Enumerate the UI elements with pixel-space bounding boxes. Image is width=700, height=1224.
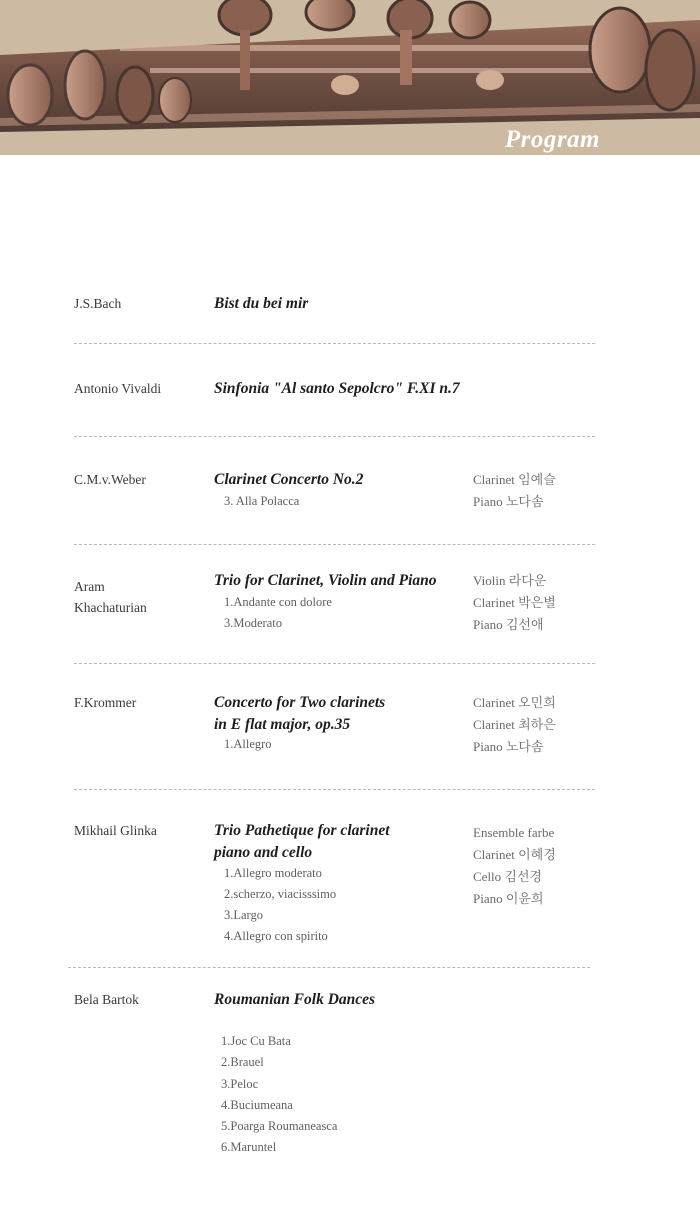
divider [74, 436, 595, 437]
composer-name: J.S.Bach [74, 296, 122, 311]
movement-list [221, 1031, 337, 1159]
work-title: Sinfonia "Al santo Sepolcro" F.XI n.7 [214, 380, 460, 397]
work-title: Clarinet Concerto No.2 [214, 471, 364, 488]
movement-item: 3.Largo [224, 908, 263, 922]
work-title: Trio for Clarinet, Violin and Piano [214, 572, 437, 589]
composer-name [74, 576, 204, 618]
work-title-line: piano and cello [214, 844, 313, 861]
performer-item: Piano 노다솜 [473, 494, 544, 509]
movement-item: 6.Maruntel [221, 1140, 277, 1155]
work-title [214, 692, 464, 736]
performer-item: Clarinet 임예슬 [473, 472, 556, 487]
movement-item: 1.Allegro [224, 737, 272, 751]
performer-item: Clarinet 최하은 [473, 717, 556, 732]
performer-item: Clarinet 이혜경 [473, 847, 556, 862]
work-title-line: Concerto for Two clarinets [214, 694, 386, 711]
composer-name: F.Krommer [74, 695, 137, 710]
work-title: Roumanian Folk Dances [214, 991, 376, 1008]
header-banner [0, 0, 700, 155]
movement-item: 5.Poarga Roumaneasca [221, 1119, 338, 1134]
divider [74, 343, 595, 344]
composer-name: C.M.v.Weber [74, 472, 146, 487]
work-title-line: in E flat major, op.35 [214, 716, 351, 733]
movement-list [224, 491, 299, 512]
work-title-line: Trio Pathetique for clarinet [214, 822, 390, 839]
movement-item: 4.Buciumeana [221, 1097, 293, 1112]
movement-item: 1.Allegro moderato [224, 866, 322, 880]
performer-item: Ensemble farbe [473, 825, 555, 840]
divider [74, 663, 595, 664]
performer-item: Cello 김선경 [473, 869, 543, 884]
movement-item: 4.Allegro con spirito [224, 929, 328, 943]
performer-list [473, 469, 673, 513]
movement-list [224, 863, 336, 947]
work-title [214, 820, 464, 864]
composer-name: Bela Bartok [74, 992, 139, 1007]
movement-item: 2.scherzo, viacisssimo [224, 887, 337, 901]
movement-list [224, 592, 332, 634]
movement-list [224, 734, 272, 755]
performer-item: Clarinet 오민희 [473, 695, 556, 710]
divider [74, 544, 595, 545]
performer-item: Clarinet 박은별 [473, 595, 556, 610]
movement-item: 1.Joc Cu Bata [221, 1034, 291, 1048]
composer-name-line: Aram [74, 579, 105, 594]
performer-list [473, 822, 673, 910]
movement-item: 3.Moderato [224, 616, 282, 630]
divider [74, 789, 595, 790]
performer-item: Piano 노다솜 [473, 739, 544, 754]
movement-item: 3. Alla Polacca [224, 494, 300, 508]
performer-list [473, 692, 673, 758]
divider [68, 967, 590, 968]
composer-name-line: Khachaturian [74, 600, 147, 615]
performer-item: Piano 김선애 [473, 617, 544, 632]
performer-list [473, 570, 673, 636]
movement-item: 1.Andante con dolore [224, 595, 332, 609]
movement-item: 2.Brauel [221, 1055, 264, 1070]
composer-name: Mikhail Glinka [74, 823, 157, 838]
performer-item: Piano 이윤희 [473, 891, 544, 906]
page-title: Program [504, 126, 600, 153]
performer-item: Violin 라다운 [473, 573, 547, 588]
composer-name: Antonio Vivaldi [74, 381, 162, 396]
movement-item: 3.Peloc [221, 1076, 259, 1091]
work-title: Bist du bei mir [214, 295, 309, 312]
